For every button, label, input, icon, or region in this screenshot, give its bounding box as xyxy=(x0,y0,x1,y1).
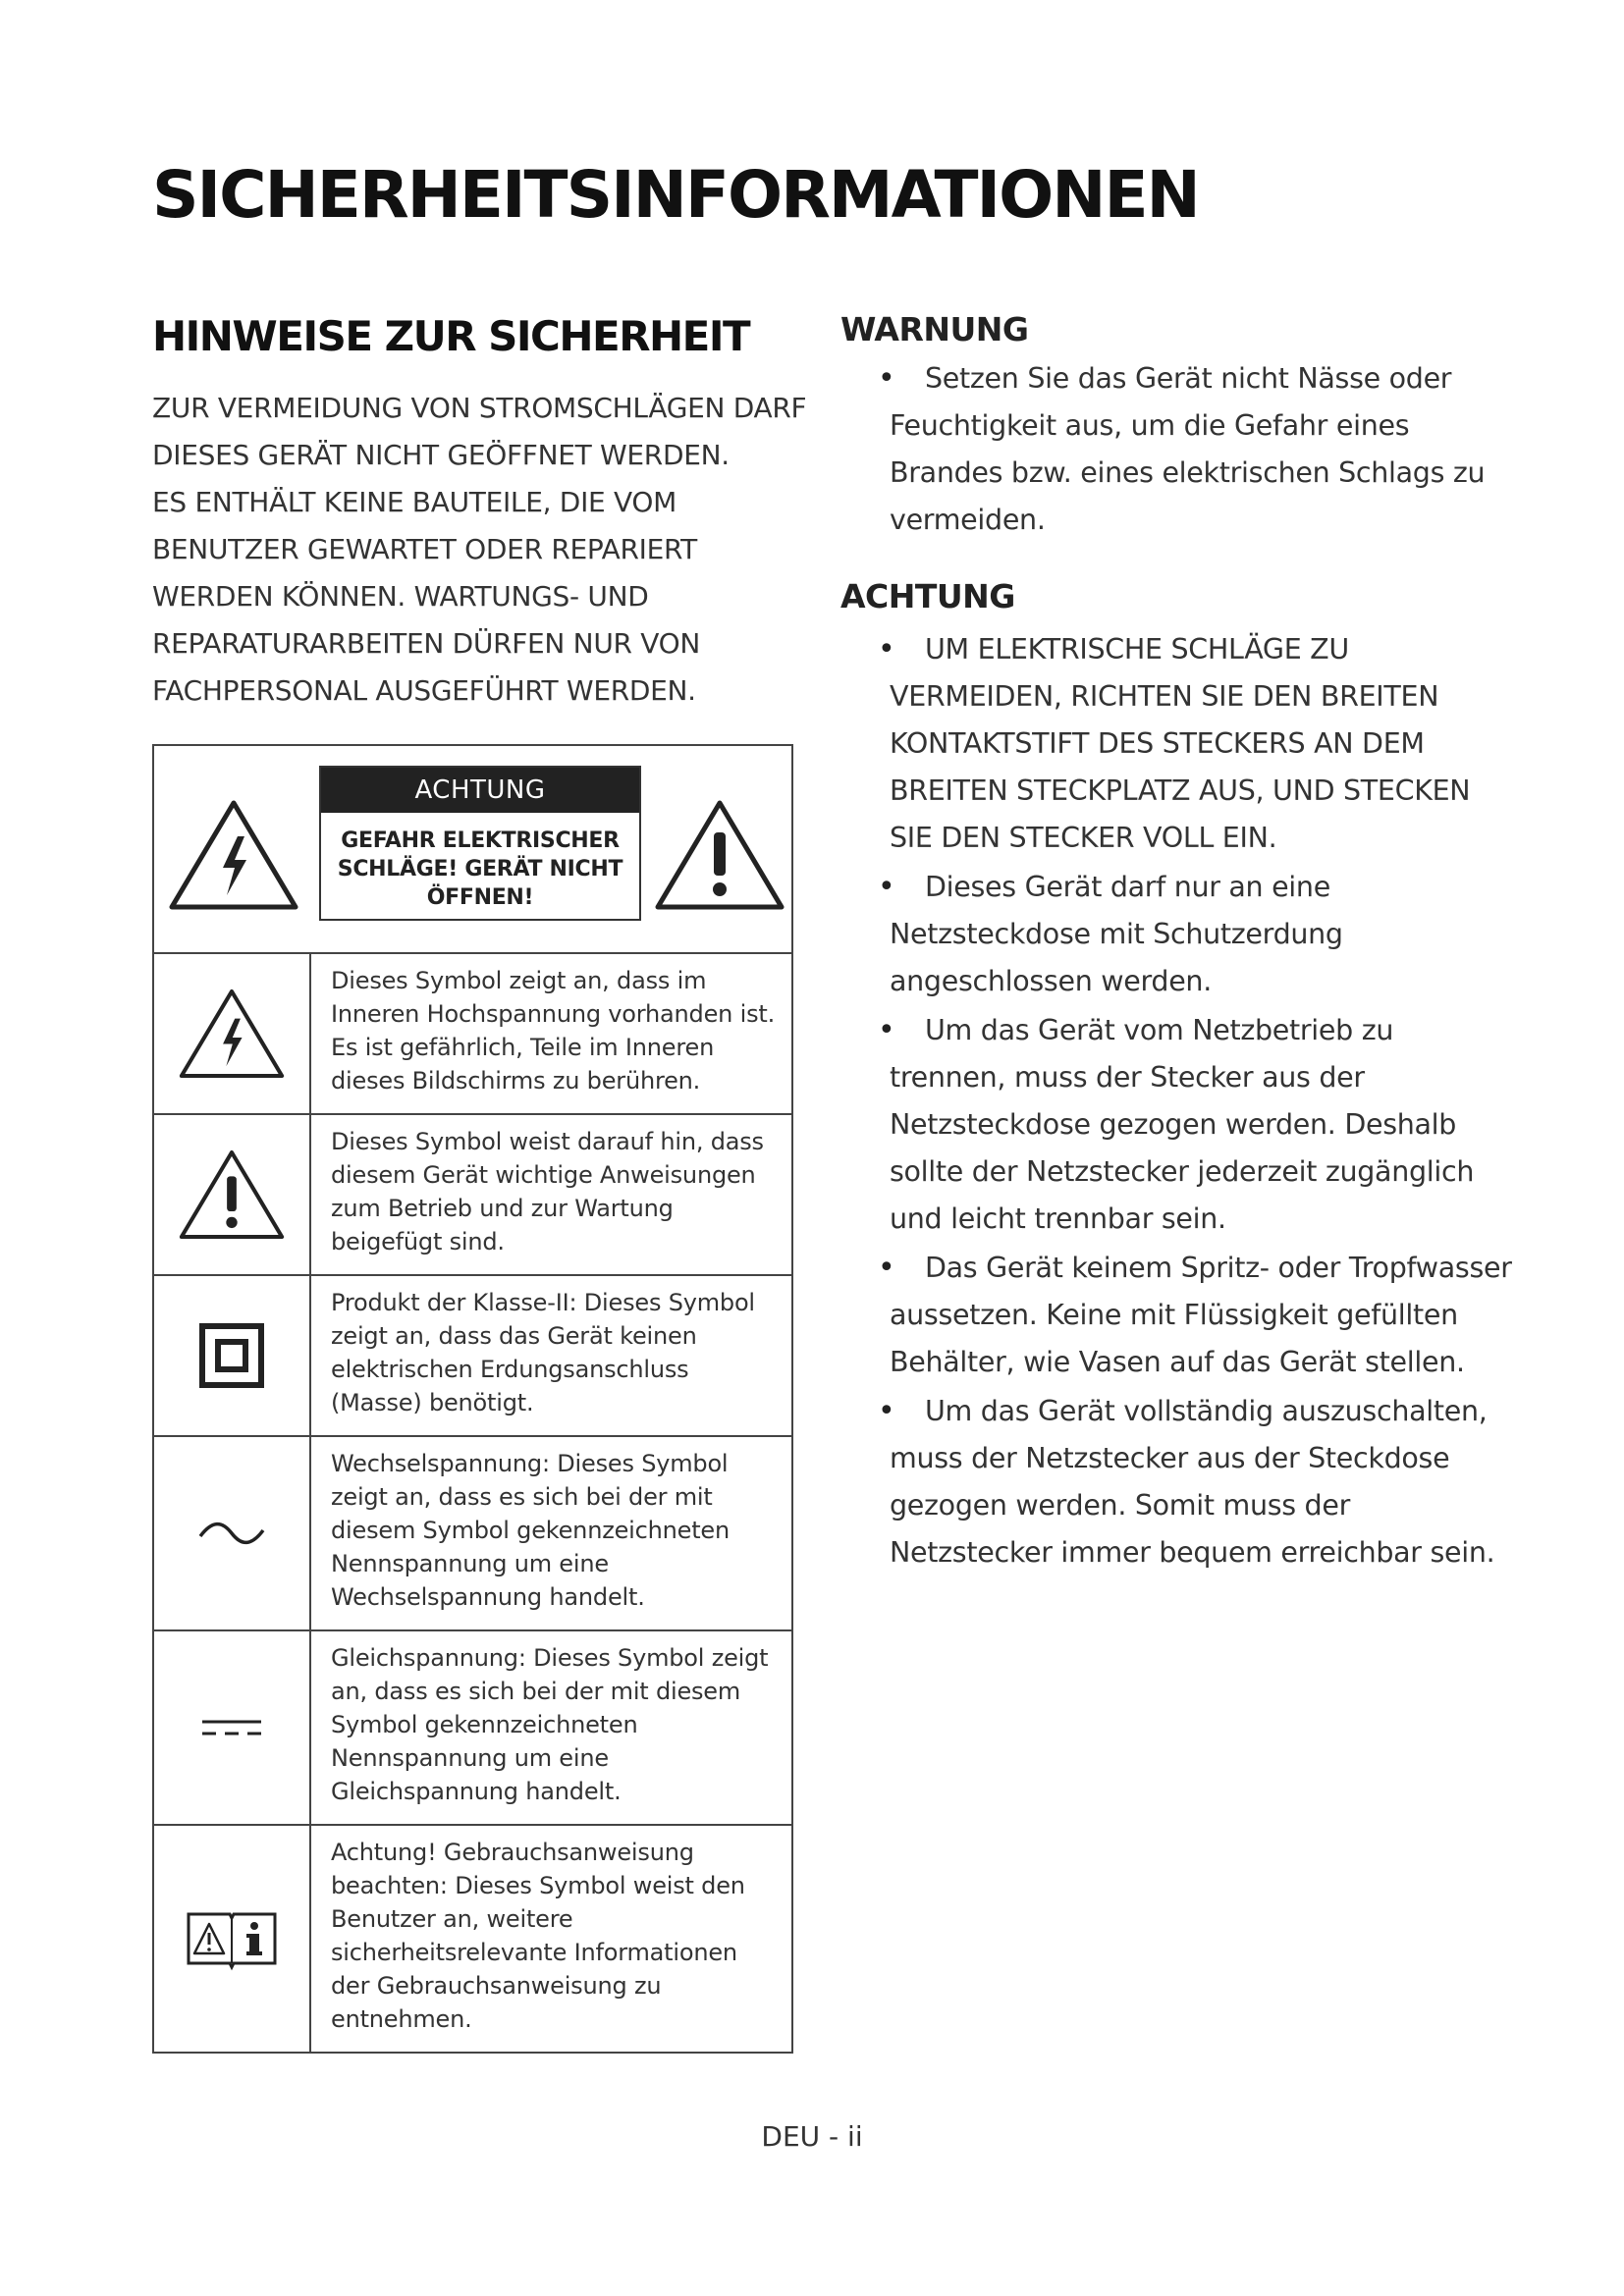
symbol-description: Gleichspannung: Dieses Symbol zeigt an, dass es sich bei der mit diesem Symbol gekennzeichneten Nennspannung um eine Gleichspannung handelt. xyxy=(331,1644,769,1805)
caution-label xyxy=(319,766,641,921)
caution-label-body: GEFAHR ELEKTRISCHER SCHLÄGE! GERÄT NICHT ÖFFNEN! xyxy=(337,828,623,910)
symbol-row xyxy=(154,1826,791,2052)
caution-title: ACHTUNG xyxy=(840,577,1015,615)
ac-wave-icon xyxy=(197,1519,266,1548)
symbol-description: Dieses Symbol zeigt an, dass im Inneren Hochspannung vorhanden ist. Es ist gefährlich, Teile im Inneren dieses Bildschirms zu berühren. xyxy=(331,967,776,1095)
section-title: HINWEISE ZUR SICHERHEIT xyxy=(152,312,750,360)
exclamation-triangle-icon xyxy=(652,797,787,913)
lightning-triangle-icon xyxy=(166,797,301,913)
intro-paragraph-2: ES ENTHÄLT KEINE BAUTEILE, DIE VOM BENUTZER GEWARTET ODER REPARIERT WERDEN KÖNNEN. WARTUNGS- UND REPARATURARBEITEN DÜRFEN NUR VON FACHPERSONAL AUSGEFÜHRT WERDEN. xyxy=(152,486,701,707)
symbol-table-header xyxy=(154,746,791,954)
list-item: • Dieses Gerät darf nur an eine Netzsteckdose mit Schutzerdung angeschlossen werden. xyxy=(890,864,1518,1005)
caution-label-header: ACHTUNG xyxy=(321,768,639,813)
warning-title: WARNUNG xyxy=(840,310,1029,348)
caution-list xyxy=(890,626,1518,1578)
symbol-description: Wechselspannung: Dieses Symbol zeigt an, dass es sich bei der mit diesem Symbol gekennzeichneten Nennspannung um eine Wechselspannung handelt. xyxy=(331,1450,731,1611)
symbol-icon-cell xyxy=(154,1276,311,1435)
page-number: DEU - ii xyxy=(761,2120,863,2153)
manual-info-icon xyxy=(185,1906,279,1971)
symbol-table xyxy=(152,744,793,2054)
symbol-row xyxy=(154,1631,791,1826)
intro-text xyxy=(152,385,820,715)
symbol-row xyxy=(154,1437,791,1631)
symbol-row xyxy=(154,954,791,1115)
symbol-description: Produkt der Klasse-II: Dieses Symbol zeigt an, dass das Gerät keinen elektrischen Erdungsanschluss (Masse) benötigt. xyxy=(331,1289,755,1416)
list-item: • UM ELEKTRISCHE SCHLÄGE ZU VERMEIDEN, RICHTEN SIE DEN BREITEN KONTAKTSTIFT DES STECKERS AN DEM BREITEN STECKPLATZ AUS, UND STECKEN SIE DEN STECKER VOLL EIN. xyxy=(890,626,1518,862)
list-item: • Um das Gerät vollständig auszuschalten, muss der Netzstecker aus der Steckdose gezogen werden. Somit muss der Netzstecker immer bequem erreichbar sein. xyxy=(890,1388,1518,1576)
intro-paragraph-1: ZUR VERMEIDUNG VON STROMSCHLÄGEN DARF DIESES GERÄT NICHT GEÖFFNET WERDEN. xyxy=(152,392,807,471)
symbol-description: Achtung! Gebrauchsanweisung beachten: Dieses Symbol weist den Benutzer an, weitere sicherheitsrelevante Informationen der Gebrauchsanweisung zu entnehmen. xyxy=(331,1839,745,2033)
symbol-icon-cell xyxy=(154,1631,311,1824)
exclamation-triangle-icon xyxy=(177,1148,287,1242)
symbol-icon-cell xyxy=(154,1115,311,1274)
symbol-icon-cell xyxy=(154,1437,311,1629)
warning-list xyxy=(890,355,1518,546)
symbol-description: Dieses Symbol weist darauf hin, dass diesem Gerät wichtige Anweisungen zum Betrieb und zur Wartung beigefügt sind. xyxy=(331,1128,764,1255)
symbol-row xyxy=(154,1115,791,1276)
list-item: • Das Gerät keinem Spritz- oder Tropfwasser aussetzen. Keine mit Flüssigkeit gefüllten Behälter, wie Vasen auf das Gerät stellen. xyxy=(890,1245,1518,1386)
symbol-row xyxy=(154,1276,791,1437)
symbol-icon-cell xyxy=(154,954,311,1113)
list-item: • Setzen Sie das Gerät nicht Nässe oder Feuchtigkeit aus, um die Gefahr eines Brandes bzw. eines elektrischen Schlags zu vermeiden. xyxy=(890,355,1518,544)
dc-icon xyxy=(200,1716,263,1739)
symbol-icon-cell xyxy=(154,1826,311,2052)
list-item: • Um das Gerät vom Netzbetrieb zu trennen, muss der Stecker aus der Netzsteckdose gezogen werden. Deshalb sollte der Netzstecker jederzeit zugänglich und leicht trennbar sein. xyxy=(890,1007,1518,1243)
lightning-triangle-icon xyxy=(177,987,287,1081)
page-title: SICHERHEITSINFORMATIONEN xyxy=(152,157,1199,233)
class-ii-icon xyxy=(199,1323,264,1388)
